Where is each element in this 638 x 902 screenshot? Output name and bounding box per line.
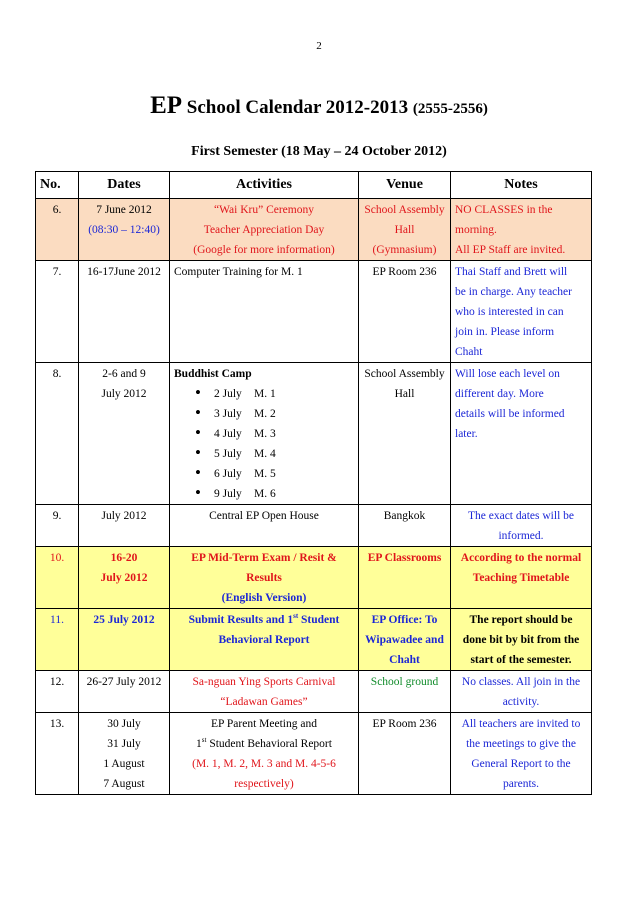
note-line: According to the normal — [460, 552, 582, 564]
ordinal-suffix: st — [293, 612, 299, 621]
row-notes — [451, 547, 592, 609]
row-venue — [359, 547, 451, 609]
note-line: Thai Staff and Brett will — [455, 266, 568, 278]
camp-level: M. 4 — [254, 448, 276, 460]
row-dates — [79, 261, 170, 363]
note-line: parents. — [502, 778, 540, 790]
venue-line: Chaht — [389, 654, 420, 666]
row-venue — [359, 671, 451, 713]
venue-line: EP Classrooms — [367, 552, 442, 564]
camp-date: 4 July — [214, 428, 242, 440]
note-line: start of the semester. — [470, 654, 572, 666]
camp-date: 6 July — [214, 468, 242, 480]
activity-line: Sa-nguan Ying Sports Carnival — [192, 676, 336, 688]
row-activities — [170, 261, 359, 363]
activity-line: Computer Training for M. 1 — [174, 266, 303, 278]
activity-line: “Wai Kru” Ceremony — [214, 204, 314, 216]
date-line: 30 July — [107, 718, 141, 730]
camp-date: 9 July — [214, 488, 242, 500]
activity-line: EP Parent Meeting and — [211, 718, 317, 730]
camp-level: M. 5 — [254, 468, 276, 480]
list-item — [174, 424, 354, 444]
time-line: (08:30 – 12:40) — [88, 224, 160, 236]
camp-date: 2 July — [214, 388, 242, 400]
venue-line: EP Office: To — [371, 614, 438, 626]
date-line: 1 August — [103, 758, 145, 770]
venue-line: School Assembly — [364, 368, 445, 380]
date-line: July 2012 — [100, 572, 148, 584]
date-line: 7 August — [103, 778, 145, 790]
row-dates — [79, 713, 170, 795]
row-number: 7. — [36, 261, 79, 363]
row-venue — [359, 609, 451, 671]
row-notes — [451, 713, 592, 795]
row-number: 8. — [36, 363, 79, 505]
title-main: School Calendar 2012-2013 — [182, 97, 413, 118]
note-line: The exact dates will be — [467, 510, 574, 522]
activity-line: respectively) — [234, 778, 294, 790]
row-venue — [359, 363, 451, 505]
semester-heading: First Semester (18 May – 24 October 2012) — [191, 144, 447, 159]
note-line: Chaht — [455, 346, 483, 358]
activity-line: (Google for more information) — [193, 244, 335, 256]
camp-date: 5 July — [214, 448, 242, 460]
note-line: morning. — [455, 224, 497, 236]
activity-line: “Ladawan Games” — [220, 696, 308, 708]
row-dates — [79, 363, 170, 505]
row-activities — [170, 671, 359, 713]
note-line: different day. More — [455, 388, 544, 400]
note-line: join in. Please inform — [455, 326, 555, 338]
activity-title: Buddhist Camp — [174, 368, 252, 380]
table-row — [36, 547, 592, 609]
row-venue — [359, 199, 451, 261]
row-dates — [79, 671, 170, 713]
row-notes — [451, 199, 592, 261]
row-notes — [451, 609, 592, 671]
row-dates — [79, 547, 170, 609]
list-item — [174, 444, 354, 464]
note-line: All EP Staff are invited. — [455, 244, 566, 256]
row-number: 9. — [36, 505, 79, 547]
activity-line — [174, 734, 354, 754]
note-line: Will lose each level on — [455, 368, 560, 380]
table-row — [36, 261, 592, 363]
row-notes — [451, 261, 592, 363]
row-dates — [79, 505, 170, 547]
note-line: No classes. All join in the — [461, 676, 581, 688]
list-item — [174, 484, 354, 504]
date-line: July 2012 — [101, 510, 147, 522]
camp-level: M. 6 — [254, 488, 276, 500]
note-line: General Report to the — [471, 758, 571, 770]
calendar-table — [35, 171, 592, 795]
activity-text: Student Behavioral Report — [206, 738, 332, 750]
note-line: All teachers are invited to — [461, 718, 581, 730]
date-line: July 2012 — [101, 388, 147, 400]
row-notes — [451, 363, 592, 505]
row-number: 10. — [36, 547, 79, 609]
note-line: The report should be — [469, 614, 573, 626]
activity-text: Submit Results and 1 — [188, 614, 294, 626]
row-activities — [170, 363, 359, 505]
page-title — [0, 92, 638, 120]
table-row — [36, 505, 592, 547]
note-line: done bit by bit from the — [462, 634, 580, 646]
date-line: 7 June 2012 — [96, 204, 152, 216]
date-line: 2-6 and 9 — [102, 368, 146, 380]
activity-line — [174, 610, 354, 630]
activity-line: Central EP Open House — [209, 510, 319, 522]
title-thai-years: (2555-2556) — [412, 101, 488, 117]
activity-line: Teacher Appreciation Day — [203, 224, 325, 236]
date-line: 26-27 July 2012 — [86, 676, 162, 688]
activity-line: Results — [246, 572, 282, 584]
date-line: 25 July 2012 — [93, 614, 155, 626]
row-dates — [79, 199, 170, 261]
table-row — [36, 609, 592, 671]
row-activities — [170, 199, 359, 261]
header-venue: Venue — [359, 172, 451, 199]
activity-line: (M. 1, M. 2, M. 3 and M. 4-5-6 — [192, 758, 336, 770]
camp-level: M. 1 — [254, 388, 276, 400]
header-no: No. — [36, 172, 79, 199]
ordinal-suffix: st — [201, 736, 207, 745]
activity-line: EP Mid-Term Exam / Resit & — [191, 552, 337, 564]
date-line: 16-20 — [110, 552, 138, 564]
row-activities — [170, 547, 359, 609]
note-line: be in charge. Any teacher — [455, 286, 572, 298]
list-item — [174, 384, 354, 404]
row-activities — [170, 609, 359, 671]
venue-line: Hall — [394, 224, 415, 236]
row-venue — [359, 261, 451, 363]
venue-line: (Gymnasium) — [372, 244, 437, 256]
note-line: Teaching Timetable — [472, 572, 570, 584]
row-venue — [359, 505, 451, 547]
venue-line: School ground — [370, 676, 439, 688]
activity-text: Student — [298, 614, 340, 626]
row-number: 6. — [36, 199, 79, 261]
note-line: who is interested in can — [455, 306, 564, 318]
list-item — [174, 404, 354, 424]
venue-line: EP Room 236 — [372, 266, 437, 278]
note-line: details will be informed — [455, 408, 565, 420]
row-number: 13. — [36, 713, 79, 795]
row-number: 12. — [36, 671, 79, 713]
venue-line: Hall — [394, 388, 415, 400]
activity-text: 1 — [196, 738, 202, 750]
row-activities — [170, 505, 359, 547]
list-item — [174, 464, 354, 484]
note-line: NO CLASSES in the — [455, 204, 553, 216]
row-dates — [79, 609, 170, 671]
date-line: 16-17June 2012 — [87, 266, 161, 278]
table-header-row — [36, 172, 592, 199]
header-notes: Notes — [451, 172, 592, 199]
title-ep: EP — [150, 92, 183, 119]
activity-line: Behavioral Report — [218, 634, 310, 646]
row-activities — [170, 713, 359, 795]
camp-level: M. 3 — [254, 428, 276, 440]
camp-level: M. 2 — [254, 408, 276, 420]
camp-date: 3 July — [214, 408, 242, 420]
row-notes — [451, 505, 592, 547]
note-line: the meetings to give the — [466, 738, 576, 750]
table-row — [36, 671, 592, 713]
venue-line: School Assembly — [364, 204, 445, 216]
venue-line: EP Room 236 — [372, 718, 437, 730]
row-notes — [451, 671, 592, 713]
page-number: 2 — [316, 40, 322, 52]
row-venue — [359, 713, 451, 795]
row-number: 11. — [36, 609, 79, 671]
venue-line: Bangkok — [383, 510, 426, 522]
note-line: activity. — [502, 696, 540, 708]
table-row — [36, 199, 592, 261]
header-dates: Dates — [79, 172, 170, 199]
table-row — [36, 713, 592, 795]
note-line: informed. — [498, 530, 544, 542]
venue-line: Wipawadee and — [365, 634, 444, 646]
header-activities: Activities — [170, 172, 359, 199]
table-row — [36, 363, 592, 505]
note-line: later. — [455, 428, 478, 440]
camp-day-list — [174, 384, 354, 504]
date-line: 31 July — [107, 738, 141, 750]
activity-line: (English Version) — [221, 592, 307, 604]
